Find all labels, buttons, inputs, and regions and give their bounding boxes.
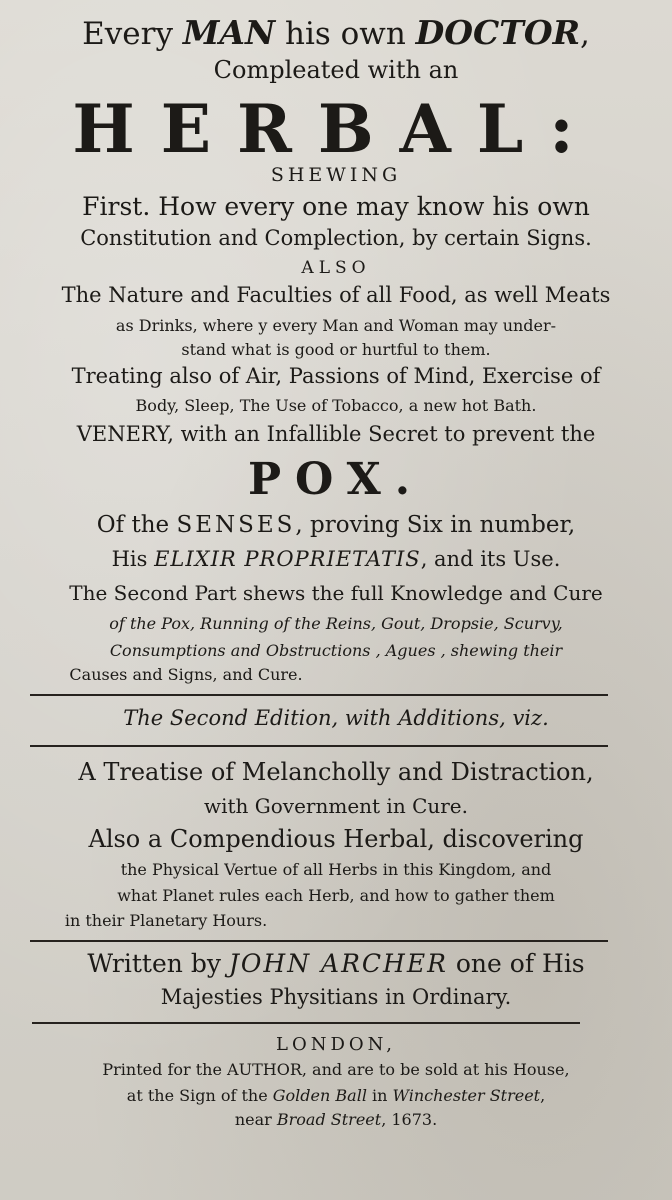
treating-line-2: Body, Sleep, The Use of Tobacco, a new hot Bath. [135, 396, 537, 415]
treatise-line-4: the Physical Vertue of all Herbs in this Kingdom, and [120, 860, 552, 879]
author-text-one-of-his: one of His [447, 949, 585, 978]
pox-heading: POX. [247, 454, 425, 505]
second-part-line-1: The Second Part shews the full Knowledge and Cure [69, 581, 603, 605]
title-line-2: Compleated with an [213, 56, 459, 84]
edition-line: The Second Edition, with Additions, viz. [123, 706, 549, 730]
second-part-line-2: of the Pox, Running of the Reins, Gout, Dropsie, Scurvy, [109, 614, 563, 633]
title-text-his-own: his own [275, 16, 416, 52]
elixir-text-a: His [111, 547, 155, 571]
title-text-doctor: DOCTOR [415, 13, 580, 52]
divider-rule-4 [32, 1022, 580, 1024]
treatise-line-5: what Planet rules each Herb, and how to gather them [117, 886, 555, 905]
author-name: JOHN ARCHER [228, 949, 448, 978]
treatise-line-2: with Government in Cure. [203, 794, 469, 818]
nature-line-3: stand what is good or hurtful to them. [181, 340, 491, 359]
imprint-text-printed-for: Printed for the [102, 1060, 228, 1079]
title-text-every: Every [82, 16, 183, 52]
imprint-text-in: in [366, 1086, 393, 1105]
imprint-text-sold: , and are to be sold at his House, [301, 1060, 570, 1079]
title-text-man: MAN [182, 13, 276, 52]
imprint-line-3 [0, 1112, 672, 1128]
nature-line-1: The Nature and Faculties of all Food, as well Meats [61, 283, 611, 307]
first-line-2: Constitution and Complection, by certain Signs. [80, 226, 592, 250]
imprint-city: LONDON, [276, 1034, 396, 1055]
elixir-text-b: ELIXIR PROPRIETATIS [154, 547, 421, 571]
author-text-written-by: Written by [87, 949, 229, 978]
imprint-line-2 [0, 1088, 672, 1104]
treatise-line-6: in their Planetary Hours. [64, 911, 268, 930]
second-part-line-4: Causes and Signs, and Cure. [69, 665, 303, 684]
imprint-line-1 [0, 1062, 672, 1078]
treatise-line-3: Also a Compendious Herbal, discovering [88, 825, 584, 853]
divider-rule-2 [30, 745, 608, 747]
imprint-text-author: AUTHOR [227, 1060, 302, 1079]
herbal-heading: HERBAL: [72, 90, 600, 168]
imprint-text-golden-ball: Golden Ball [272, 1086, 367, 1105]
imprint-text-date: , 1673. [381, 1110, 438, 1129]
divider-rule-1 [30, 694, 608, 696]
imprint-text-near: near [234, 1110, 277, 1129]
elixir-text-c: , and its Use. [420, 547, 561, 571]
imprint-text-winchester-street: Winchester Street [392, 1086, 541, 1105]
shewing-label: SHEWING [270, 164, 402, 186]
senses-line [0, 514, 672, 537]
second-part-line-3: Consumptions and Obstructions , Agues , shewing their [109, 641, 563, 660]
nature-line-2: as Drinks, where y every Man and Woman may under- [115, 316, 557, 335]
venery-line: VENERY, with an Infallible Secret to prevent the [76, 422, 596, 446]
also-label: ALSO [301, 258, 371, 278]
treatise-line-1: A Treatise of Melancholly and Distraction, [78, 758, 594, 786]
author-line-1 [0, 951, 672, 976]
treating-line-1: Treating also of Air, Passions of Mind, Exercise of [71, 364, 601, 388]
senses-text-b: SENSES [176, 512, 296, 538]
title-text-comma: , [580, 16, 590, 52]
author-line-2: Majesties Physitians in Ordinary. [160, 985, 512, 1009]
imprint-text-comma: , [540, 1086, 546, 1105]
senses-text-a: Of the [96, 512, 177, 538]
senses-text-c: , proving Six in number, [295, 512, 576, 538]
first-line-1: First. How every one may know his own [82, 192, 590, 221]
divider-rule-3 [30, 940, 608, 942]
imprint-text-sign: at the Sign of the [126, 1086, 273, 1105]
title-line-1 [0, 13, 672, 52]
imprint-text-broad-street: Broad Street [276, 1110, 382, 1129]
elixir-line [0, 549, 672, 570]
